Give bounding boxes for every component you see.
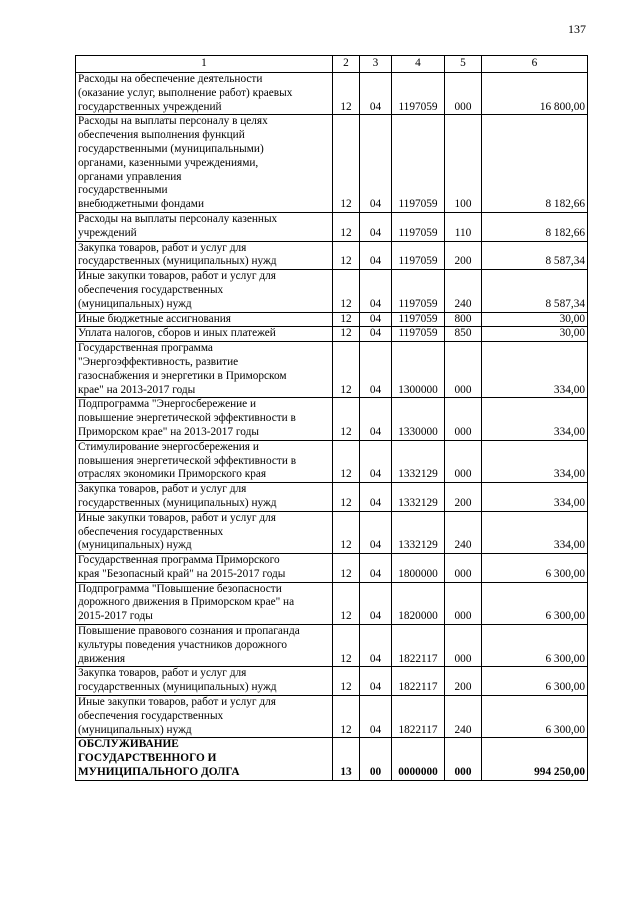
table-row xyxy=(76,327,588,342)
target-article-code: 1197059 xyxy=(392,115,445,213)
row-description: Подпрограмма "Энергосбережение и повышение энергетической эффективности в Приморском крае" на 2013-2017 годы xyxy=(76,398,333,440)
row-description: Закупка товаров, работ и услуг для государственных (муниципальных) нужд xyxy=(76,667,333,696)
page-number: 137 xyxy=(568,22,586,36)
expense-type-code: 000 xyxy=(445,73,482,115)
target-article-code: 0000000 xyxy=(392,738,445,780)
section-code: 12 xyxy=(333,241,360,270)
header-cell: 1 xyxy=(76,56,333,73)
budget-table xyxy=(75,55,588,781)
subsection-code: 00 xyxy=(360,738,392,780)
expense-type-code: 000 xyxy=(445,582,482,624)
expense-type-code: 000 xyxy=(445,625,482,667)
section-code: 13 xyxy=(333,738,360,780)
subsection-code: 04 xyxy=(360,342,392,398)
row-description: Иные закупки товаров, работ и услуг для обеспечения государственных (муниципальных) нужд xyxy=(76,696,333,738)
section-code: 12 xyxy=(333,342,360,398)
row-description: Подпрограмма "Повышение безопасности дорожного движения в Приморском крае" на 2015-2017 годы xyxy=(76,582,333,624)
table-row xyxy=(76,625,588,667)
section-code: 12 xyxy=(333,327,360,342)
target-article-code: 1822117 xyxy=(392,625,445,667)
row-description: Иные закупки товаров, работ и услуг для обеспечения государственных (муниципальных) нужд xyxy=(76,511,333,553)
section-code: 12 xyxy=(333,212,360,241)
subsection-code: 04 xyxy=(360,270,392,312)
amount-value: 8 182,66 xyxy=(482,212,588,241)
section-code: 12 xyxy=(333,483,360,512)
subsection-code: 04 xyxy=(360,440,392,482)
amount-value: 8 587,34 xyxy=(482,270,588,312)
expense-type-code: 240 xyxy=(445,696,482,738)
amount-value: 8 182,66 xyxy=(482,115,588,213)
subsection-code: 04 xyxy=(360,73,392,115)
subsection-code: 04 xyxy=(360,241,392,270)
target-article-code: 1332129 xyxy=(392,511,445,553)
row-description: Иные бюджетные ассигнования xyxy=(76,312,333,327)
subsection-code: 04 xyxy=(360,554,392,583)
row-description: Расходы на обеспечение деятельности (оказание услуг, выполнение работ) краевых государственных учреждений xyxy=(76,73,333,115)
section-code: 12 xyxy=(333,73,360,115)
table-row xyxy=(76,511,588,553)
header-cell: 2 xyxy=(333,56,360,73)
section-code: 12 xyxy=(333,582,360,624)
table-row xyxy=(76,212,588,241)
target-article-code: 1332129 xyxy=(392,483,445,512)
amount-value: 8 587,34 xyxy=(482,241,588,270)
target-article-code: 1800000 xyxy=(392,554,445,583)
row-description: Государственная программа "Энергоэффективность, развитие газоснабжения и энергетики в Приморском крае" на 2013-2017 годы xyxy=(76,342,333,398)
table-row xyxy=(76,667,588,696)
expense-type-code: 000 xyxy=(445,398,482,440)
expense-type-code: 000 xyxy=(445,342,482,398)
table-row xyxy=(76,73,588,115)
subsection-code: 04 xyxy=(360,115,392,213)
subsection-code: 04 xyxy=(360,212,392,241)
table-row xyxy=(76,342,588,398)
expense-type-code: 240 xyxy=(445,270,482,312)
table-row xyxy=(76,270,588,312)
row-description: Иные закупки товаров, работ и услуг для обеспечения государственных (муниципальных) нужд xyxy=(76,270,333,312)
section-code: 12 xyxy=(333,696,360,738)
expense-type-code: 200 xyxy=(445,241,482,270)
subsection-code: 04 xyxy=(360,625,392,667)
header-cell: 3 xyxy=(360,56,392,73)
target-article-code: 1197059 xyxy=(392,327,445,342)
section-code: 12 xyxy=(333,312,360,327)
subsection-code: 04 xyxy=(360,511,392,553)
expense-type-code: 800 xyxy=(445,312,482,327)
expense-type-code: 850 xyxy=(445,327,482,342)
table-row xyxy=(76,696,588,738)
row-description: Закупка товаров, работ и услуг для государственных (муниципальных) нужд xyxy=(76,483,333,512)
subsection-code: 04 xyxy=(360,483,392,512)
subsection-code: 04 xyxy=(360,667,392,696)
table-row xyxy=(76,738,588,780)
row-description: Закупка товаров, работ и услуг для государственных (муниципальных) нужд xyxy=(76,241,333,270)
table-row xyxy=(76,115,588,213)
amount-value: 334,00 xyxy=(482,511,588,553)
row-description: Повышение правового сознания и пропаганда культуры поведения участников дорожного движения xyxy=(76,625,333,667)
section-code: 12 xyxy=(333,554,360,583)
target-article-code: 1197059 xyxy=(392,73,445,115)
amount-value: 30,00 xyxy=(482,312,588,327)
subsection-code: 04 xyxy=(360,582,392,624)
section-code: 12 xyxy=(333,115,360,213)
amount-value: 334,00 xyxy=(482,483,588,512)
amount-value: 6 300,00 xyxy=(482,625,588,667)
expense-type-code: 110 xyxy=(445,212,482,241)
table-row xyxy=(76,241,588,270)
target-article-code: 1330000 xyxy=(392,398,445,440)
amount-value: 334,00 xyxy=(482,440,588,482)
amount-value: 6 300,00 xyxy=(482,696,588,738)
expense-type-code: 000 xyxy=(445,738,482,780)
target-article-code: 1822117 xyxy=(392,667,445,696)
row-description: ОБСЛУЖИВАНИЕ ГОСУДАРСТВЕННОГО И МУНИЦИПАЛЬНОГО ДОЛГА xyxy=(76,738,333,780)
amount-value: 6 300,00 xyxy=(482,554,588,583)
header-cell: 6 xyxy=(482,56,588,73)
subsection-code: 04 xyxy=(360,398,392,440)
expense-type-code: 100 xyxy=(445,115,482,213)
target-article-code: 1197059 xyxy=(392,241,445,270)
section-code: 12 xyxy=(333,440,360,482)
target-article-code: 1197059 xyxy=(392,312,445,327)
subsection-code: 04 xyxy=(360,696,392,738)
header-cell: 5 xyxy=(445,56,482,73)
amount-value: 6 300,00 xyxy=(482,582,588,624)
amount-value: 30,00 xyxy=(482,327,588,342)
section-code: 12 xyxy=(333,667,360,696)
section-code: 12 xyxy=(333,398,360,440)
target-article-code: 1332129 xyxy=(392,440,445,482)
target-article-code: 1300000 xyxy=(392,342,445,398)
row-description: Государственная программа Приморского края "Безопасный край" на 2015-2017 годы xyxy=(76,554,333,583)
row-description: Стимулирование энергосбережения и повышения энергетической эффективности в отраслях экономики Приморского края xyxy=(76,440,333,482)
table-row xyxy=(76,398,588,440)
expense-type-code: 000 xyxy=(445,440,482,482)
section-code: 12 xyxy=(333,270,360,312)
row-description: Расходы на выплаты персоналу в целях обеспечения выполнения функций государственными (муниципальными) органами, казенными учреждениями, органами управления государственными внебюджетными фондами xyxy=(76,115,333,213)
amount-value: 16 800,00 xyxy=(482,73,588,115)
expense-type-code: 240 xyxy=(445,511,482,553)
row-description: Уплата налогов, сборов и иных платежей xyxy=(76,327,333,342)
expense-type-code: 200 xyxy=(445,667,482,696)
table-header-row xyxy=(76,56,588,73)
expense-type-code: 200 xyxy=(445,483,482,512)
table-row xyxy=(76,312,588,327)
table-row xyxy=(76,483,588,512)
expense-type-code: 000 xyxy=(445,554,482,583)
header-cell: 4 xyxy=(392,56,445,73)
target-article-code: 1197059 xyxy=(392,270,445,312)
amount-value: 334,00 xyxy=(482,342,588,398)
target-article-code: 1197059 xyxy=(392,212,445,241)
section-code: 12 xyxy=(333,511,360,553)
subsection-code: 04 xyxy=(360,312,392,327)
row-description: Расходы на выплаты персоналу казенных учреждений xyxy=(76,212,333,241)
table-row xyxy=(76,554,588,583)
amount-value: 994 250,00 xyxy=(482,738,588,780)
target-article-code: 1822117 xyxy=(392,696,445,738)
table-row xyxy=(76,440,588,482)
section-code: 12 xyxy=(333,625,360,667)
target-article-code: 1820000 xyxy=(392,582,445,624)
amount-value: 6 300,00 xyxy=(482,667,588,696)
table-row xyxy=(76,582,588,624)
subsection-code: 04 xyxy=(360,327,392,342)
amount-value: 334,00 xyxy=(482,398,588,440)
